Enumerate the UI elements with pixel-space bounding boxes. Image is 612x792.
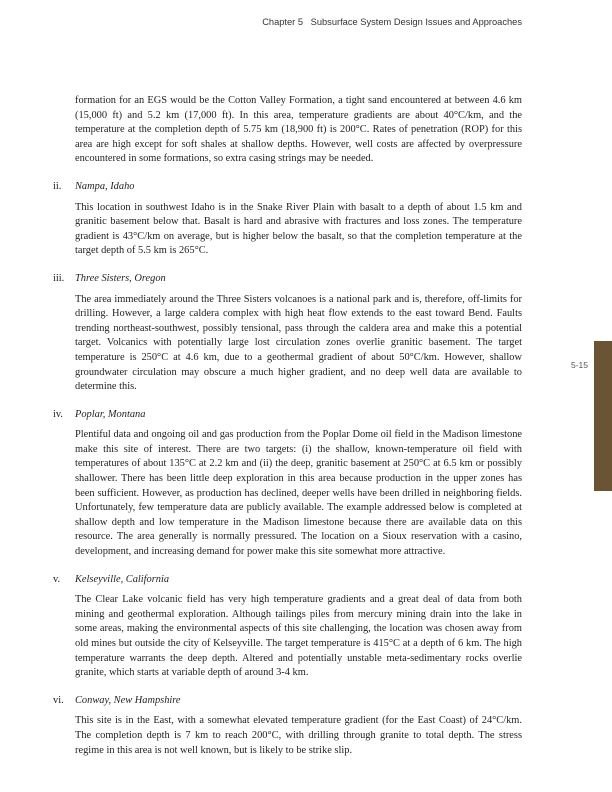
section-title: Nampa, Idaho bbox=[75, 180, 135, 192]
chapter-title: Subsurface System Design Issues and Approaches bbox=[310, 17, 522, 27]
section-title: Poplar, Montana bbox=[75, 408, 146, 420]
section-title: Three Sisters, Oregon bbox=[75, 272, 166, 284]
site-section-three-sisters bbox=[53, 272, 522, 395]
section-marker: iii. bbox=[53, 272, 65, 284]
section-body: This location in southwest Idaho is in the Snake River Plain with basalt to a depth of about 1.5 km and granitic basement below that. Basalt is hard and abrasive with fractures and loss zones. The temperature gradient is 43°C/km on average, but is higher below the basalt, so that the completion temperature at the target depth of 5.5 km is 265°C. bbox=[75, 201, 522, 257]
site-section-poplar bbox=[53, 408, 522, 560]
page-number: 5-15 bbox=[570, 360, 588, 370]
site-section-nampa bbox=[53, 180, 522, 259]
intro-paragraph-block bbox=[75, 94, 522, 167]
intro-paragraph: formation for an EGS would be the Cotton Valley Formation, a tight sand encountered at between 4.6 km (15,000 ft) and 5.2 km (17,000 ft). In this area, temperature gradients are about 40°C/km, and the temperature at the completion depth of 5.75 km (18,900 ft) is 200°C. Rates of penetration (ROP) for this area are high except for soft shales at shallow depths. However, well costs are affected by overpressure encountered in some formations, so extra casing strings may be needed. bbox=[75, 95, 522, 165]
section-body: Plentiful data and ongoing oil and gas production from the Poplar Dome oil field in the Madison limestone make this site of interest. There are two targets: (i) the shallow, known-temperature oil field with temperatures of about 135°C at 2.2 km and (ii) the deep, granitic basement at 250°C at 6.5 km or possibly shallower. There has been little deep exploration in this area because production in the upper zones has been sufficient. However, as production has declined, deeper wells have been drilled in neighboring fields. Unfortunately, few temperature data are publicly available. The example addressed below is completed at shallow depth and low temperature in the Madison limestone because there are available data on this resource. The area generally is normally pressured. The location on a Sioux reservation with a casino, development, and increasing demand for power make this site somewhat more attractive. bbox=[75, 429, 522, 558]
section-title: Kelseyville, California bbox=[75, 573, 170, 585]
body-text bbox=[53, 94, 522, 758]
chapter-side-tab bbox=[594, 341, 612, 491]
running-header bbox=[262, 17, 522, 27]
section-body: This site is in the East, with a somewhat elevated temperature gradient (for the East Coast) of 24°C/km. The completion depth is 7 km to reach 200°C, with drilling through granite to total depth. The stress regime in this area is not well known, but is likely to be strike slip. bbox=[75, 715, 522, 756]
site-section-conway bbox=[53, 694, 522, 758]
section-body: The area immediately around the Three Sisters volcanoes is a national park and is, therefore, off-limits for drilling. However, a large caldera complex with high heat flow extends to the east toward Bend. Faults trending northeast-southwest, possibly tensional, pass through the caldera area and make this a potential target. Volcanics with potentially large lost circulation zones overlie granitic basement. The target temperature is 250°C at 4.6 km, due to a geothermal gradient of about 50°C/km. However, shallow groundwater circulation may obscure a much higher gradient, and no deep well data are available to determine this. bbox=[75, 293, 522, 393]
section-marker: v. bbox=[53, 573, 61, 585]
section-marker: ii. bbox=[53, 180, 62, 192]
chapter-label: Chapter 5 bbox=[262, 17, 304, 27]
site-section-kelseyville bbox=[53, 573, 522, 681]
section-marker: iv. bbox=[53, 408, 64, 420]
section-marker: vi. bbox=[53, 694, 64, 706]
section-title: Conway, New Hampshire bbox=[75, 694, 181, 706]
section-body: The Clear Lake volcanic field has very high temperature gradients and a great deal of data from both mining and geothermal exploration. Although tailings piles from mercury mining drain into the lake in some areas, making the environmental aspects of this site challenging, the location was chosen away from old mines but outside the city of Kelseyville. The target temperature is 415°C at a depth of 6 km. The high temperature warrants the deep depth. Altered and potentially unstable meta-sedimentary rocks overlie granite, which starts at variable depth of around 3-4 km. bbox=[75, 594, 522, 679]
